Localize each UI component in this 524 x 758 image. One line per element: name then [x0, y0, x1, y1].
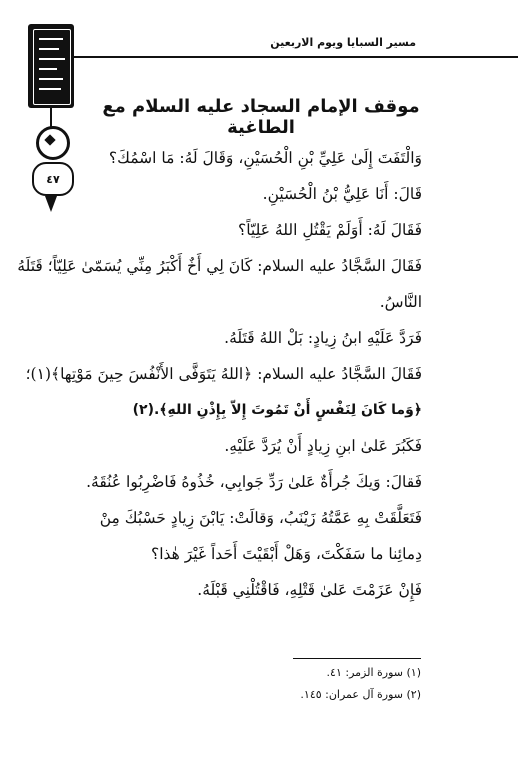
text-line: فَقَالَ لَهُ: أَوَلَمْ يَقْتُلِ اللهُ عَلِيّاً؟	[237, 221, 422, 239]
text-line: فَقَالَ السَّجَّادُ عليه السلام: ﴿اللهُ يَتَوَفَّى الأَنْفُسَ حِينَ مَوْتِها﴾(١)؛	[25, 365, 422, 383]
page-ornament	[26, 20, 78, 215]
text-line: فَقَالَ السَّجَّادُ عليه السلام: كَانَ لِي أَخٌ أَكْبَرُ مِنِّي يُسَمّىٰ عَلِيّاً؛ قَتَلَهُ	[17, 257, 422, 275]
text-line: فَتَعَلَّقَتْ بِهِ عَمَّتُهُ زَيْنَبُ، وَقالَتْ: يَابْنَ زِيادٍ حَسْبُكَ مِنْ	[99, 509, 422, 527]
footnote-rule	[293, 658, 421, 659]
finial-icon	[45, 196, 57, 212]
calligraphy-emblem-icon	[28, 24, 74, 108]
section-title: موقف الإمام السجاد عليه السلام مع الطاغية	[102, 96, 420, 138]
text-line: قَالَ: أَنَا عَلِيُّ بْنُ الْحُسَيْنِ.	[262, 185, 422, 203]
text-line: دِمائِنا ما سَفَكْتَ، وَهَلْ أَبْقَيْتَ أَحَداً غَيْرَ هٰذا؟	[150, 545, 422, 563]
footnote-2: (٢) سورة آل عمران: ١٤٥.	[300, 688, 421, 701]
running-header-title: مسير السبايا ويوم الاربعين	[270, 36, 416, 49]
text-line: وَالْتَفَتَ إِلَىٰ عَلِيِّ بْنِ الْحُسَيْنِ، وَقَالَ لَهُ: مَا اسْمُكَ؟	[108, 149, 422, 167]
quran-verse-line: ﴿وَما كَانَ لِنَفْسٍ أَنْ تَمُوتَ إِلاّ بِإِذْنِ اللهِ﴾.(٢)	[132, 402, 422, 418]
text-line: فَكَبُرَ عَلىٰ ابنِ زِيادٍ أَنْ يُرَدَّ عَلَيْهِ.	[224, 437, 422, 455]
medallion-icon	[36, 126, 70, 160]
text-line: النَّاسُ.	[379, 293, 422, 311]
text-line: فَإِنْ عَزَمْتَ عَلىٰ قَتْلِهِ، فَاقْتُلْنِي قَبْلَهُ.	[197, 581, 422, 599]
page-number: ٤٧	[32, 162, 74, 196]
text-line: فَقالَ: وَيكَ جُرأَةٌ عَلىٰ رَدِّ جَوابِي، خُذُوهُ فَاضْرِبُوا عُنُقَهُ.	[86, 473, 422, 491]
header-rule	[42, 56, 518, 58]
text-line: فَرَدَّ عَلَيْهِ ابنُ زِيادٍ: بَلْ اللهُ قَتَلَهُ.	[224, 329, 422, 347]
footnote-1: (١) سورة الزمر: ٤١.	[326, 666, 421, 679]
